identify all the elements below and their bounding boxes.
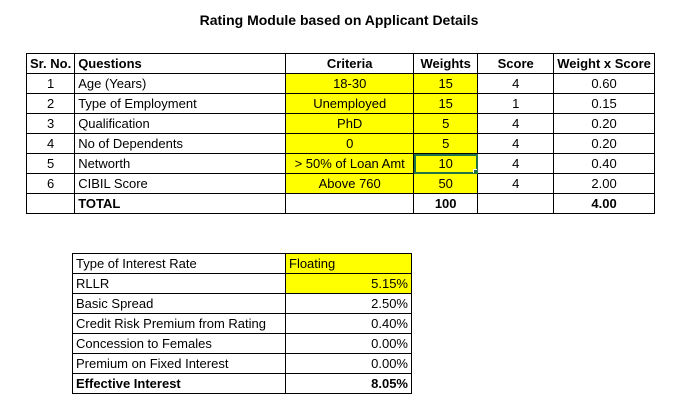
- criteria-cell[interactable]: 0: [286, 134, 414, 154]
- score-cell[interactable]: 4: [478, 74, 554, 94]
- weight-cell-value: 10: [438, 156, 453, 171]
- interest-row: [73, 294, 412, 314]
- table-row: [27, 94, 655, 114]
- score-cell[interactable]: 4: [478, 114, 554, 134]
- weighted-score-cell[interactable]: 0.15: [554, 94, 655, 114]
- weighted-score-cell[interactable]: 0.20: [554, 114, 655, 134]
- criteria-cell[interactable]: > 50% of Loan Amt: [286, 154, 414, 174]
- table-row: [27, 114, 655, 134]
- score-cell[interactable]: 1: [478, 94, 554, 114]
- header-sr-no[interactable]: Sr. No.: [27, 54, 75, 74]
- header-criteria[interactable]: Criteria: [286, 54, 414, 74]
- table-row: [27, 174, 655, 194]
- sr-no-cell[interactable]: 2: [27, 94, 75, 114]
- question-cell[interactable]: Type of Employment: [75, 94, 286, 114]
- interest-type-label[interactable]: Type of Interest Rate: [73, 254, 286, 274]
- basic-spread-value[interactable]: 2.50%: [286, 294, 412, 314]
- interest-row: [73, 254, 412, 274]
- interest-row: [73, 334, 412, 354]
- criteria-cell[interactable]: PhD: [286, 114, 414, 134]
- interest-row: [73, 314, 412, 334]
- interest-row: [73, 354, 412, 374]
- effective-interest-label[interactable]: Effective Interest: [73, 374, 286, 394]
- weight-cell[interactable]: 50: [414, 174, 478, 194]
- sheet-title: Rating Module based on Applicant Details: [199, 12, 479, 28]
- total-criteria-cell[interactable]: [286, 194, 414, 214]
- header-questions[interactable]: Questions: [75, 54, 286, 74]
- header-score[interactable]: Score: [478, 54, 554, 74]
- weight-cell[interactable]: 5: [414, 114, 478, 134]
- interest-row: [73, 274, 412, 294]
- weight-cell[interactable]: 15: [414, 74, 478, 94]
- credit-risk-premium-label[interactable]: Credit Risk Premium from Rating: [73, 314, 286, 334]
- interest-table: [72, 253, 412, 394]
- fill-handle[interactable]: [473, 169, 478, 174]
- question-cell[interactable]: Qualification: [75, 114, 286, 134]
- sr-no-cell[interactable]: 6: [27, 174, 75, 194]
- rating-table: [26, 53, 655, 214]
- basic-spread-label[interactable]: Basic Spread: [73, 294, 286, 314]
- rllr-label[interactable]: RLLR: [73, 274, 286, 294]
- header-weights[interactable]: Weights: [414, 54, 478, 74]
- table-row: [27, 74, 655, 94]
- interest-type-value[interactable]: Floating: [286, 254, 412, 274]
- credit-risk-premium-value[interactable]: 0.40%: [286, 314, 412, 334]
- question-cell[interactable]: CIBIL Score: [75, 174, 286, 194]
- sr-no-cell[interactable]: 5: [27, 154, 75, 174]
- header-row: [27, 54, 655, 74]
- sr-no-cell[interactable]: 4: [27, 134, 75, 154]
- interest-row: [73, 374, 412, 394]
- score-cell[interactable]: 4: [478, 174, 554, 194]
- question-cell[interactable]: Age (Years): [75, 74, 286, 94]
- selected-weight-cell[interactable]: [414, 154, 478, 174]
- female-concession-value[interactable]: 0.00%: [286, 334, 412, 354]
- total-label[interactable]: TOTAL: [75, 194, 286, 214]
- criteria-cell[interactable]: 18-30: [286, 74, 414, 94]
- table-row: [27, 154, 655, 174]
- score-cell[interactable]: 4: [478, 134, 554, 154]
- total-row: [27, 194, 655, 214]
- effective-interest-value[interactable]: 8.05%: [286, 374, 412, 394]
- question-cell[interactable]: Networth: [75, 154, 286, 174]
- weight-cell[interactable]: 15: [414, 94, 478, 114]
- total-weighted-score[interactable]: 4.00: [554, 194, 655, 214]
- header-weight-x-score[interactable]: Weight x Score: [554, 54, 655, 74]
- score-cell[interactable]: 4: [478, 154, 554, 174]
- weighted-score-cell[interactable]: 0.20: [554, 134, 655, 154]
- female-concession-label[interactable]: Concession to Females: [73, 334, 286, 354]
- weighted-score-cell[interactable]: 0.60: [554, 74, 655, 94]
- total-score-cell[interactable]: [478, 194, 554, 214]
- table-row: [27, 134, 655, 154]
- criteria-cell[interactable]: Above 760: [286, 174, 414, 194]
- rllr-value[interactable]: 5.15%: [286, 274, 412, 294]
- total-weight[interactable]: 100: [414, 194, 478, 214]
- fixed-premium-value[interactable]: 0.00%: [286, 354, 412, 374]
- total-sr-cell[interactable]: [27, 194, 75, 214]
- question-cell[interactable]: No of Dependents: [75, 134, 286, 154]
- fixed-premium-label[interactable]: Premium on Fixed Interest: [73, 354, 286, 374]
- weighted-score-cell[interactable]: 0.40: [554, 154, 655, 174]
- weighted-score-cell[interactable]: 2.00: [554, 174, 655, 194]
- weight-cell[interactable]: 5: [414, 134, 478, 154]
- sr-no-cell[interactable]: 3: [27, 114, 75, 134]
- sr-no-cell[interactable]: 1: [27, 74, 75, 94]
- criteria-cell[interactable]: Unemployed: [286, 94, 414, 114]
